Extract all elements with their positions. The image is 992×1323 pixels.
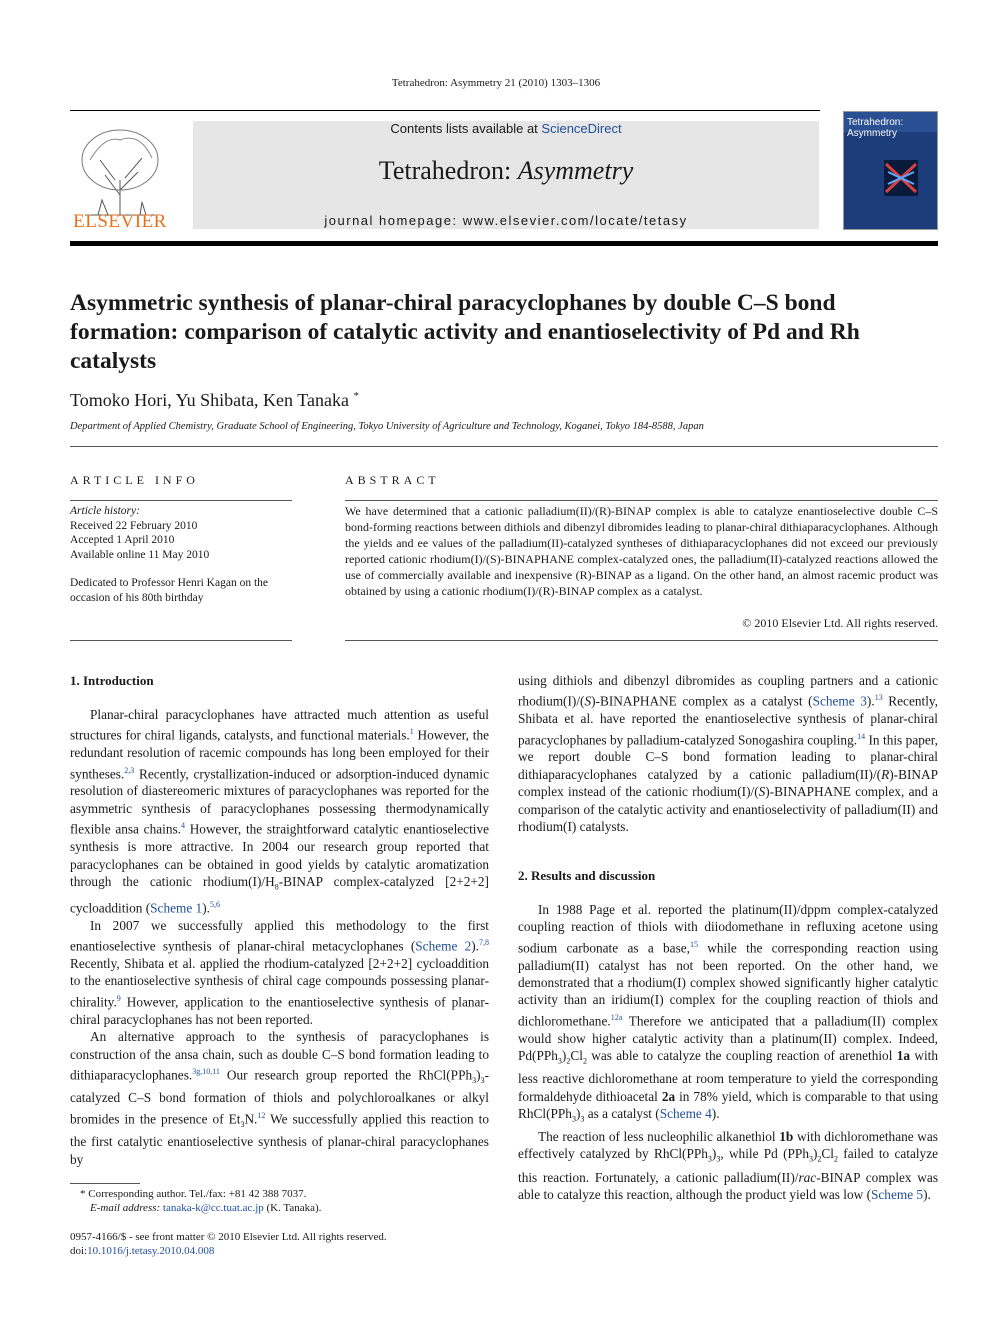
header-thick-rule — [70, 241, 938, 246]
corresponding-author: * Corresponding author. Tel./fax: +81 42 388 7037. — [80, 1188, 307, 1200]
article-title: Asymmetric synthesis of planar-chiral paracyclophanes by double C–S bond formation: comparison of catalytic activity and enantioselectivity of Pd and Rh catalysts — [70, 290, 860, 374]
footnote-rule — [70, 1183, 140, 1184]
dedication: Dedicated to Professor Henri Kagan on the occasion of his 80th birthday — [70, 577, 268, 604]
divider — [70, 500, 292, 501]
divider — [345, 640, 938, 641]
divider — [70, 446, 938, 447]
doi-link[interactable]: 10.1016/j.tetasy.2010.04.008 — [87, 1245, 215, 1257]
header-top-rule — [70, 110, 820, 111]
introduction-continued: using dithiols and dibenzyl dibromides as coupling partners and a cationic rhodium(I)/(S)-BINAPHANE complex as a catalyst (Scheme 3).$^{13}$ Recently, Shibata et al. have reported the enantioselective synthesis of planar-chiral paracyclophanes by palladium-catalyzed Sonogashira coupling.$^{14}$ In this paper, we report double C–S bond formation leading to planar-chiral dithiaparacyclophanes catalyzed by a cationic palladium(II)/(R)-BINAP complex instead of the cationic rhodium(I)/(S)-BINAPHANE complex, and a comparison of the catalytic activity and enantioselectivity of palladium(II) and rhodium(I) catalysts. — [518, 673, 938, 835]
abstract-heading: ABSTRACT — [345, 473, 440, 487]
sciencedirect-link[interactable]: ScienceDirect — [541, 121, 622, 136]
journal-citation: Tetrahedron: Asymmetry 21 (2010) 1303–1306 — [391, 77, 601, 89]
article-history: Article history: Received 22 February 2010 Accepted 1 April 2010 Available online 11 May 2010 Dedicated to Professor Henri Kagan on the occasion of his 80th birthday — [70, 504, 292, 605]
abstract-copyright: © 2010 Elsevier Ltd. All rights reserved. — [742, 616, 938, 630]
section-heading-introduction: 1. Introduction — [70, 673, 154, 688]
results-body: In 1988 Page et al. reported the platinum(II)/dppm complex-catalyzed coupling reaction of thiols with diiodomethane in refluxing acetone using sodium carbonate as a base,$^{15}$ while the corresponding reaction using palladium(II) catalyst has not been reported. On the other hand, we demonstrated that a rhodium(I) complex showed significantly higher catalytic activity than an iridium(I) complex for the coupling reaction of thiols and dichloromethane.$^{12a}$ Therefore we anticipated that a palladium(II) complex would show higher catalytic activity than a platinum(II) complex. Indeed, $Pd(PPh_3)_2Cl_2$ was able to catalyze the coupling reaction of arenethiol 1a with less reactive dichloromethane at room temperature to yield the corresponding formaldehyde dithioacetal 2a in 78% yield, which is comparable to that using $RhCl(PPh_3)_3$ as a catalyst (Scheme 4). The reaction of less nucleophilic alkanethiol 1b with dichloromethane was effectively catalyzed by $RhCl(PPh_3)_3$, while Pd $(PPh_3)_2Cl_2$ failed to catalyze this reaction. Fortunately, a cationic palladium(II)/rac-BINAP complex was able to catalyze this reaction, although the product yield was low (Scheme 5). — [518, 902, 939, 1202]
journal-name: Tetrahedron: Asymmetry — [378, 156, 634, 185]
author-email-link[interactable]: tanaka-k@cc.tuat.ac.jp — [162, 1202, 264, 1214]
divider — [345, 500, 938, 501]
affiliation: Department of Applied Chemistry, Graduate School of Engineering, Tokyo University of Agriculture and Technology, Koganei, Tokyo 184-8588, Japan — [70, 421, 704, 432]
cover-title: Tetrahedron: Asymmetry — [847, 117, 904, 139]
abstract-text: We have determined that a cationic palladium(II)/(R)-BINAP complex is able to catalyze enantioselective double C–S bond-forming reactions between dithiols and dibenzyl dibromides leading to planar-chiral dithiaparacyclophanes. Although the yields and ee values of the palladium(II)-catalyzed syntheses of dithiaparacyclophanes did not exceed our previously reported cationic rhodium(I)/(S)-BINAPHANE complex-catalyzed ones, the palladium(II)-catalyzed reactions allowed the use of commercially available and inexpensive (R)-BINAP as a ligand. On the other hand, an almost racemic product was obtained by using a cationic rhodium(I)/(R)-BINAP complex as a catalyst. — [345, 504, 938, 598]
divider — [70, 640, 292, 641]
elsevier-wordmark: ELSEVIER — [73, 211, 167, 232]
journal-homepage[interactable]: journal homepage: www.elsevier.com/locate/tetasy — [324, 213, 688, 228]
author-list: Tomoko Hori, Yu Shibata, Ken Tanaka * — [70, 390, 359, 410]
publication-info: 0957-4166/$ - see front matter © 2010 Elsevier Ltd. All rights reserved. doi:10.1016/j.tetasy.2010.04.008 — [70, 1231, 387, 1257]
introduction-body: Planar-chiral paracyclophanes have attracted much attention as useful structures for chiral ligands, catalysts, and functional materials.$^1$ However, the redundant resolution of racemic compounds has long been employed for their syntheses.$^{2,3}$ Recently, crystallization-induced or adsorption-induced dynamic resolution of diastereomeric mixtures of paracyclophanes was reported for the asymmetric synthesis of paracyclophanes possessing thermodynamically flexible ansa chains.$^4$ However, the straightforward catalytic enantioselective synthesis is more attractive. In 2004 our research group reported that paracyclophanes can be obtained in good yields by catalytic aromatization through the cationic $rhodium(I)/H_8$-BINAP complex-catalyzed [2+2+2] cycloaddition (Scheme 1).$^{5,6}$ In 2007 we successfully applied this methodology to the first enantioselective synthesis of planar-chiral metacyclophanes (Scheme 2).$^{7,8}$ Recently, Shibata et al. applied the rhodium-catalyzed [2+2+2] cycloaddition to the enantioselective synthesis of chiral cage compounds possessing planar-chirality.$^9$ However, application to the enantioselective synthesis of planar-chiral paracyclophanes has not been reported. An alternative approach to the synthesis of paracyclophanes is construction of the ansa chain, such as double C–S bond formation leading to dithiaparacyclophanes.$^{3g,10,11}$ Our research group reported the $RhCl(PPh_3)_3$-catalyzed C–S bond formation of thiols and polychloroalkanes or alkyl bromides in the presence of $Et_3N.^{12}$ We successfully applied this reaction to the first catalytic enantioselective synthesis of planar-chiral paracyclophanes by — [70, 707, 490, 1167]
article-info-heading: ARTICLE INFO — [70, 473, 199, 487]
section-heading-results: 2. Results and discussion — [518, 868, 656, 883]
contents-available: Contents lists available at ScienceDirect — [390, 121, 622, 136]
footnotes: * Corresponding author. Tel./fax: +81 42 388 7037. E-mail address: tanaka-k@cc.tuat.ac.jp (K. Tanaka). — [80, 1187, 490, 1215]
